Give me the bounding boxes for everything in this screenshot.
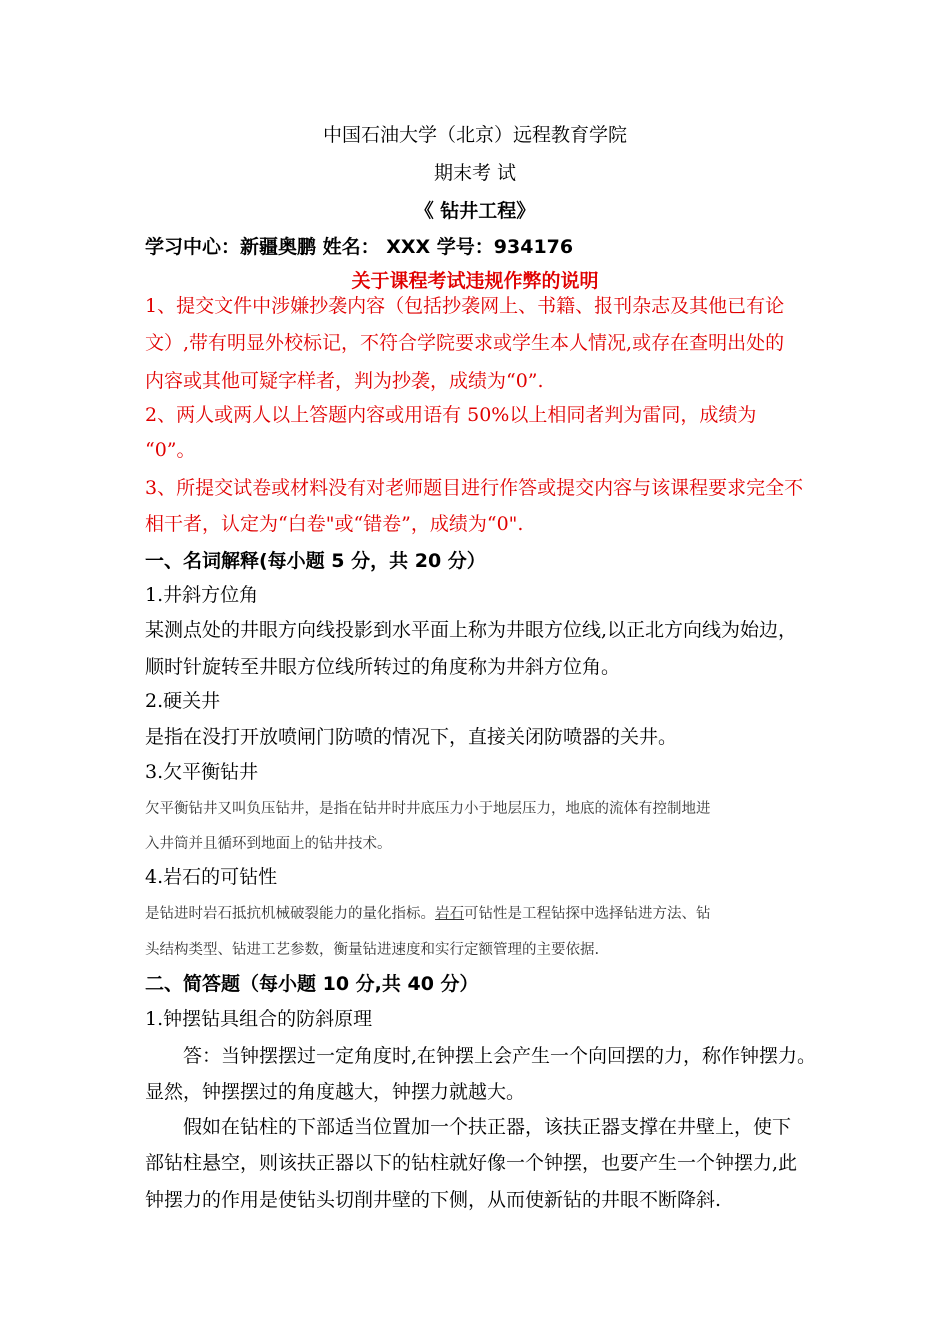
answer-text: 假如在钻柱的下部适当位置加一个扶正器，该扶正器支撑在井壁上，使下 <box>183 1116 792 1138</box>
question-title: 3.欠平衡钻井 <box>145 761 259 783</box>
answer-text: 某测点处的井眼方向线投影到水平面上称为井眼方位线,以正北方向线为始边， <box>145 619 798 641</box>
question-title: 1.钟摆钻具组合的防斜原理 <box>145 1008 373 1030</box>
notice-line: 2、两人或两人以上答题内容或用语有 50%以上相同者判为雷同，成绩为 <box>145 404 757 426</box>
question-title: 4.岩石的可钻性 <box>145 866 278 888</box>
rock-link[interactable]: 岩石 <box>435 906 464 922</box>
answer-text: 答：当钟摆摆过一定角度时,在钟摆上会产生一个向回摆的力，称作钟摆力。 <box>183 1045 817 1067</box>
notice-line: 1、提交文件中涉嫌抄袭内容（包括抄袭网上、书籍、报刊杂志及其他已有论 <box>145 295 785 317</box>
answer-text: 显然，钟摆摆过的角度越大，钟摆力就越大。 <box>145 1081 526 1103</box>
answer-text: 顺时针旋转至井眼方位线所转过的角度称为井斜方位角。 <box>145 656 621 678</box>
answer-text-part: 可钻性是工程钻探中选择钻进方法、钻 <box>464 906 711 922</box>
course-title: 《 钻井工程》 <box>414 200 536 222</box>
answer-text: 入井筒并且循环到地面上的钻井技术。 <box>145 836 392 852</box>
notice-line: “0”。 <box>145 439 196 461</box>
question-title: 1.井斜方位角 <box>145 584 259 606</box>
notice-title: 关于课程考试违规作弊的说明 <box>351 270 599 292</box>
section-heading: 二、简答题（每小题 10 分,共 40 分） <box>145 973 479 995</box>
notice-line: 内容或其他可疑字样者，判为抄袭，成绩为“0”. <box>145 370 544 392</box>
student-info: 学习中心：新疆奥鹏 姓名： XXX 学号：934176 <box>145 236 574 258</box>
university-title: 中国石油大学（北京）远程教育学院 <box>322 124 627 146</box>
section-heading: 一、名词解释(每小题 5 分，共 20 分） <box>145 550 486 572</box>
answer-text <box>145 901 711 927</box>
notice-line: 文）,带有明显外校标记，不符合学院要求或学生本人情况,或存在查明出处的 <box>145 332 785 354</box>
question-title: 2.硬关井 <box>145 690 221 712</box>
notice-line: 3、所提交试卷或材料没有对老师题目进行作答或提交内容与该课程要求完全不 <box>145 477 804 499</box>
notice-line: 相干者，认定为“白卷"或“错卷”，成绩为“0". <box>145 513 524 535</box>
answer-text: 是指在没打开放喷闸门防喷的情况下，直接关闭防喷器的关井。 <box>145 726 678 748</box>
answer-text: 欠平衡钻井又叫负压钻井，是指在钻井时井底压力小于地层压力，地底的流体有控制地进 <box>145 801 711 817</box>
exam-title: 期末考 试 <box>433 162 517 184</box>
answer-text: 头结构类型、钻进工艺参数，衡量钻进速度和实行定额管理的主要依据. <box>145 942 600 958</box>
answer-text: 部钻柱悬空，则该扶正器以下的钻柱就好像一个钟摆，也要产生一个钟摆力,此 <box>145 1152 798 1174</box>
answer-text: 钟摆力的作用是使钻头切削井壁的下侧，从而使新钻的井眼不断降斜. <box>145 1189 722 1211</box>
answer-text-part: 是钻进时岩石抵抗机械破裂能力的量化指标。 <box>145 906 435 922</box>
